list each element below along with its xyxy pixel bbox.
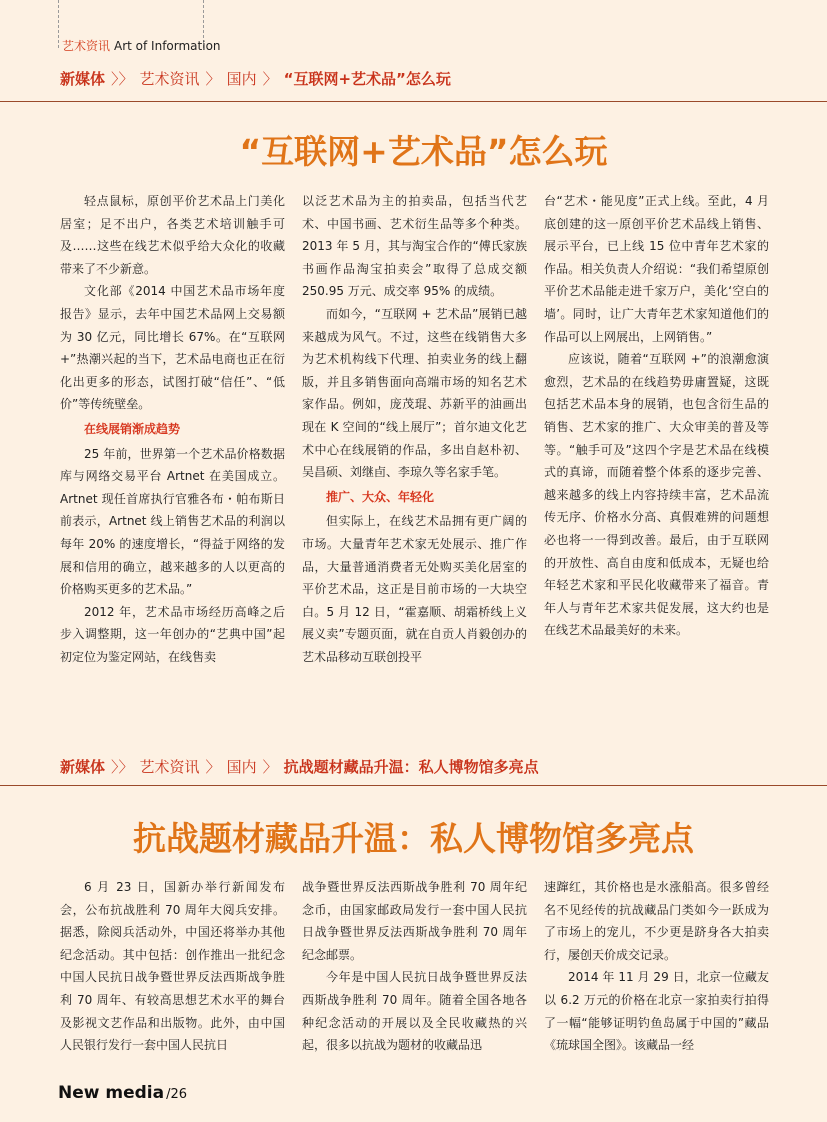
- page-number: /26: [166, 1087, 188, 1102]
- section-rule: [0, 101, 827, 102]
- article2-column-3: [544, 876, 769, 1057]
- crumb-level2[interactable]: 国内: [226, 70, 257, 88]
- paragraph: 而如今，“互联网 + 艺术品”展销已越来越成为风气。不过，这些在线销售大多为艺术机构线下代理、拍卖业务的线上翻版，并且多销售面向高端市场的知名艺术家作品。例如，庞茂琨、苏新平的油画出现在 K 空间的“线上展厅”；首尔迪文化艺术中心在线展销的作品，多出自赵朴初、吴昌硕、刘继卣、李琼久等名家手笔。: [302, 306, 527, 480]
- section-rule: [0, 785, 827, 786]
- footer-brand: New media: [58, 1083, 165, 1103]
- crumb-sep: 〉〉: [111, 758, 134, 776]
- paragraph: 战争暨世界反法西斯战争胜利 70 周年纪念币，由国家邮政局发行一套中国人民抗日战争暨世界反法西斯战争胜利 70 周年纪念邮票。: [302, 880, 527, 962]
- breadcrumb-article1: [60, 68, 451, 89]
- crumb-level2[interactable]: 国内: [226, 758, 257, 776]
- crumb-sep: 〉: [205, 758, 221, 776]
- article1-column-1: [60, 190, 285, 668]
- paragraph: 应该说，随着“互联网 +”的浪潮愈演愈烈，艺术品的在线趋势毋庸置疑，这既包括艺术品本身的展销，也包含衍生品的销售、艺术家的推广、大众审美的普及等等。“触手可及”这四个字是艺术品在线模式的真谛，而随着整个体系的逐步完善、越来越多的线上内容持续丰富，艺术品流传无序、价格水分高、真假难辨的问题想必也将一一得到改善。最后，由于互联网的开放性、高自由度和低成本，无疑也给年轻艺术家和平民化收藏带来了福音。青年人与青年艺术家共促发展，这大约也是在线艺术品最美好的未来。: [544, 352, 769, 638]
- crumb-title: “互联网+艺术品”怎么玩: [283, 70, 451, 88]
- crumb-sep: 〉: [262, 758, 278, 776]
- article1-column-2: [302, 190, 527, 668]
- section-en: Art of Information: [114, 39, 221, 53]
- crumb-root[interactable]: 新媒体: [60, 758, 106, 776]
- subheading: 在线展销渐成趋势: [84, 421, 181, 436]
- paragraph: 今年是中国人民抗日战争暨世界反法西斯战争胜利 70 周年。随着全国各地各种纪念活动的开展以及全民收藏热的兴起，很多以抗战为题材的收藏品迅: [302, 970, 527, 1053]
- header-divider-left: [58, 0, 59, 48]
- paragraph: 轻点鼠标，原创平价艺术品上门美化居室；足不出户，各类艺术培训触手可及……这些在线艺术似乎给大众化的收藏带来了不少新意。: [60, 194, 285, 276]
- crumb-sep: 〉: [205, 70, 221, 88]
- article2-column-2: [302, 876, 527, 1057]
- article2-headline: 抗战题材藏品升温：私人博物馆多亮点: [133, 819, 694, 858]
- paragraph: 25 年前，世界第一个艺术品价格数据库与网络交易平台 Artnet 在美国成立。Artnet 现任首席执行官雅各布・帕布斯日前表示，Artnet 线上销售艺术品的利润以每年 20% 的速度增长，“得益于网络的发展和信用的确立，越来越多的人以更高的价格购买更多的艺术品。”: [60, 446, 285, 597]
- subheading: 推广、大众、年轻化: [326, 489, 435, 504]
- running-head: [62, 37, 221, 54]
- crumb-root[interactable]: 新媒体: [60, 70, 106, 88]
- paragraph: 2014 年 11 月 29 日，北京一位藏友以 6.2 万元的价格在北京一家拍卖行拍得了一幅“能够证明钓鱼岛属于中国的”藏品《琉球国全图》。该藏品一经: [544, 970, 769, 1053]
- paragraph: 2012 年，艺术品市场经历高峰之后步入调整期，这一年创办的“艺典中国”起初定位为鉴定网站，在线售卖: [60, 604, 285, 664]
- paragraph: 6 月 23 日，国新办举行新闻发布会，公布抗战胜利 70 周年大阅兵安排。据悉，除阅兵活动外，中国还将举办其他纪念活动。其中包括：创作推出一批纪念中国人民抗日战争暨世界反法西斯战争胜利 70 周年、有较高思想艺术水平的舞台及影视文艺作品和出版物。此外，由中国人民银行发行一套中国人民抗日: [60, 880, 285, 1053]
- crumb-sep: 〉〉: [111, 70, 134, 88]
- crumb-title: 抗战题材藏品升温：私人博物馆多亮点: [283, 758, 539, 776]
- paragraph: 文化部《2014 中国艺术品市场年度报告》显示，去年中国艺术品网上交易额为 30 亿元，同比增长 67%。在“互联网 +”热潮兴起的当下，艺术品电商也正在衍化出更多的形态，试图打破“信任”、“低价”等传统壁垒。: [60, 284, 285, 412]
- article2-column-1: [60, 876, 285, 1057]
- article1-headline: “互联网+艺术品”怎么玩: [239, 132, 608, 171]
- article1-column-3: [544, 190, 769, 642]
- paragraph: 台“艺术・能见度”正式上线。至此，4 月底创建的这一原创平价艺术品线上销售、展示平台，已上线 15 位中青年艺术家的作品。相关负责人介绍说：“我们希望原创平价艺术品能走进千家万户，美化‘空白的墙’。同时，让广大青年艺术家知道他们的作品可以上网展出，上网销售。”: [544, 194, 769, 344]
- crumb-sep: 〉: [262, 70, 278, 88]
- paragraph: 以泛艺术品为主的拍卖品，包括当代艺术、中国书画、艺术衍生品等多个种类。2013 年 5 月，其与淘宝合作的“傅氏家族书画作品淘宝拍卖会”取得了总成交额 250.95 万元、成交率 95% 的成绩。: [302, 194, 527, 299]
- paragraph: 速蹿红，其价格也是水涨船高。很多曾经名不见经传的抗战藏品门类如今一跃成为了市场上的宠儿，不少更是跻身各大拍卖行，屡创天价成交记录。: [544, 880, 769, 962]
- crumb-level1[interactable]: 艺术资讯: [139, 758, 200, 776]
- breadcrumb-article2: [60, 756, 539, 777]
- crumb-level1[interactable]: 艺术资讯: [139, 70, 200, 88]
- paragraph: 但实际上，在线艺术品拥有更广阔的市场。大量青年艺术家无处展示、推广作品，大量普通消费者无处购买美化居室的平价艺术品，这正是目前市场的一大块空白。5 月 12 日，“霍嘉顺、胡霜桥线上义展义卖”专题页面，就在自贡人肖毅创办的艺术品移动互联创投平: [302, 514, 527, 664]
- section-cn: 艺术资讯: [62, 39, 111, 53]
- page-footer: [58, 1083, 187, 1103]
